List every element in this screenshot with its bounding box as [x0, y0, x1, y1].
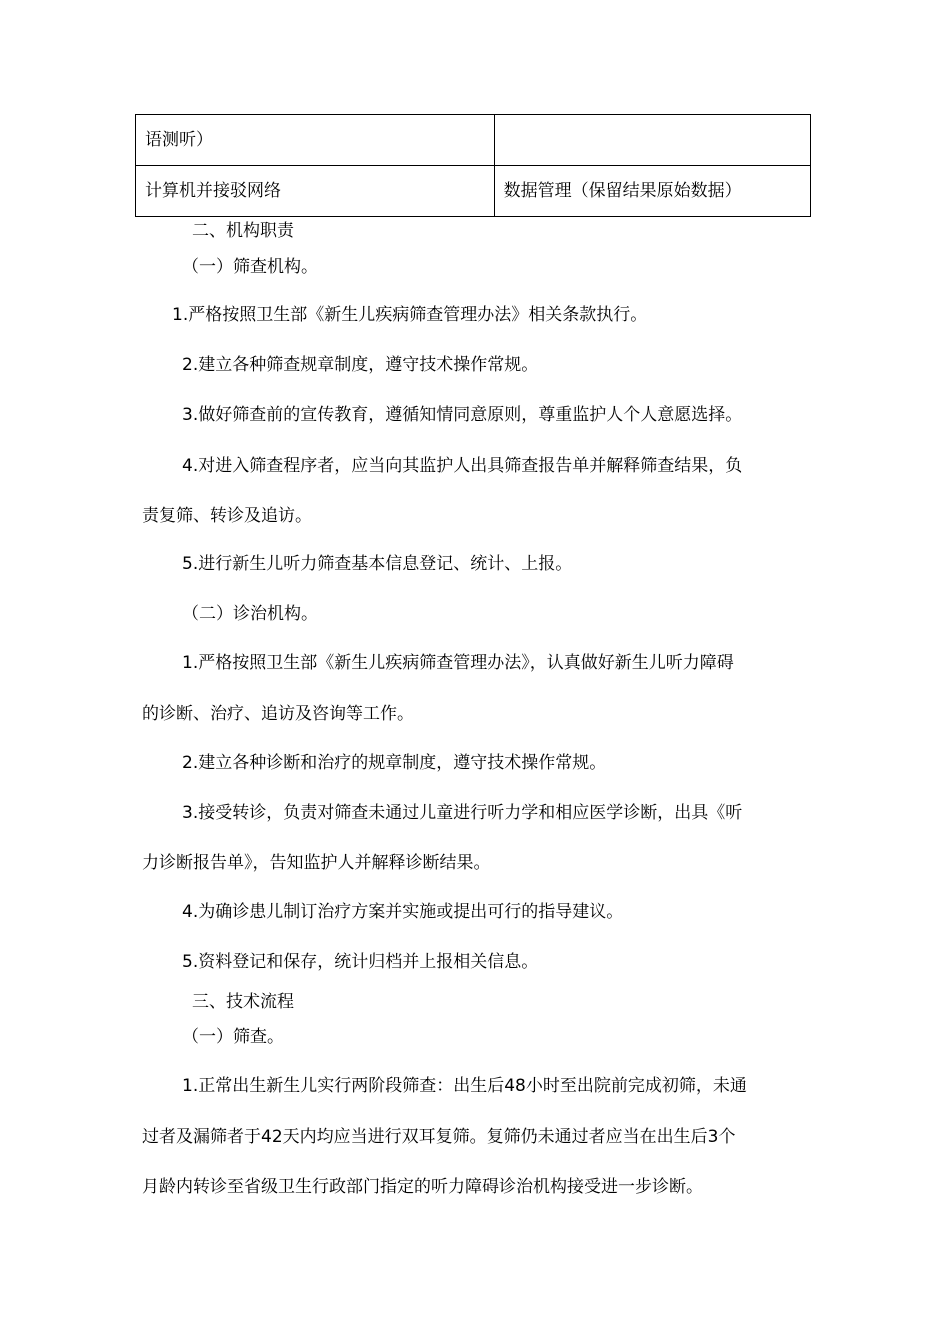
table-cell: 计算机并接驳网络	[136, 166, 495, 217]
equipment-table	[135, 114, 811, 217]
paragraph-line: 2.建立各种诊断和治疗的规章制度，遵守技术操作常规。	[182, 753, 607, 773]
paragraph-line: 过者及漏筛者于42天内均应当进行双耳复筛。复筛仍未通过者应当在出生后3个	[142, 1127, 736, 1147]
paragraph-line: 的诊断、治疗、追访及咨询等工作。	[142, 704, 414, 724]
paragraph-line: 3.接受转诊，负责对筛查未通过儿童进行听力学和相应医学诊断，出具《听	[182, 803, 743, 823]
paragraph-line: 责复筛、转诊及追访。	[142, 506, 312, 526]
paragraph-line: 1.严格按照卫生部《新生儿疾病筛查管理办法》，认真做好新生儿听力障碍	[182, 653, 734, 673]
paragraph-line: 3.做好筛查前的宣传教育，遵循知情同意原则，尊重监护人个人意愿选择。	[182, 405, 743, 425]
table-cell: 数据管理（保留结果原始数据）	[494, 166, 810, 217]
paragraph-line: 4.对进入筛查程序者，应当向其监护人出具筛查报告单并解释筛查结果，负	[182, 456, 743, 476]
table-cell	[494, 115, 810, 166]
paragraph-line: 4.为确诊患儿制订治疗方案并实施或提出可行的指导建议。	[182, 902, 624, 922]
subsection-heading: （一）筛查。	[182, 1027, 284, 1047]
paragraph-line: 5.进行新生儿听力筛查基本信息登记、统计、上报。	[182, 554, 573, 574]
section-heading: 三、技术流程	[192, 992, 294, 1012]
paragraph-line: 2.建立各种筛查规章制度，遵守技术操作常规。	[182, 355, 539, 375]
table-row	[136, 115, 811, 166]
section-heading: 二、机构职责	[192, 221, 294, 241]
paragraph-line: 月龄内转诊至省级卫生行政部门指定的听力障碍诊治机构接受进一步诊断。	[142, 1177, 703, 1197]
table-cell: 语测听）	[136, 115, 495, 166]
paragraph-line: 1.严格按照卫生部《新生儿疾病筛查管理办法》相关条款执行。	[172, 305, 648, 325]
subsection-heading: （一）筛查机构。	[182, 257, 318, 277]
subsection-heading: （二）诊治机构。	[182, 604, 318, 624]
paragraph-line: 1.正常出生新生儿实行两阶段筛查：出生后48小时至出院前完成初筛，未通	[182, 1076, 747, 1096]
paragraph-line: 5.资料登记和保存，统计归档并上报相关信息。	[182, 952, 539, 972]
paragraph-line: 力诊断报告单》，告知监护人并解释诊断结果。	[142, 853, 491, 873]
table-row	[136, 166, 811, 217]
